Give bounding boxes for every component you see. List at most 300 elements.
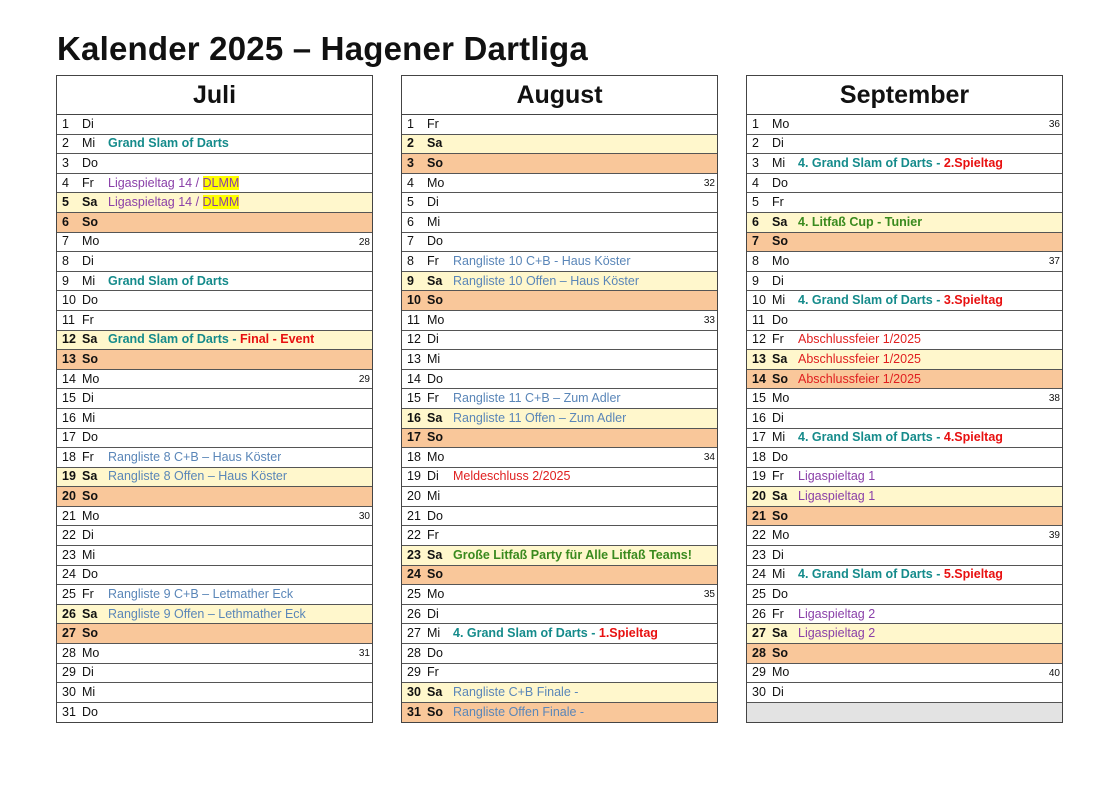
day-row	[747, 272, 1062, 292]
day-number: 3	[62, 155, 69, 170]
day-number: 8	[62, 253, 69, 268]
day-row	[402, 566, 717, 586]
day-row	[402, 389, 717, 409]
weekday: Fr	[772, 469, 784, 484]
weekday: Di	[772, 273, 784, 288]
weekday: Di	[427, 606, 439, 621]
event-segment: Rangliste 9 C+B – Letmather Eck	[108, 587, 294, 602]
day-row	[57, 683, 372, 703]
day-number: 16	[752, 410, 766, 425]
event-text	[798, 330, 921, 349]
event-text	[108, 467, 287, 486]
day-row	[57, 526, 372, 546]
day-row	[747, 448, 1062, 468]
weekday: Mo	[427, 587, 445, 602]
day-list	[747, 115, 1062, 722]
event-segment: Rangliste 8 Offen – Haus Köster	[108, 469, 288, 484]
day-row	[57, 624, 372, 644]
month-column-juli	[56, 75, 373, 723]
weekday: Di	[427, 195, 439, 210]
event-text	[798, 428, 1003, 447]
day-row	[747, 664, 1062, 684]
weekday: Di	[772, 685, 784, 700]
day-number: 11	[407, 312, 420, 327]
day-row	[57, 664, 372, 684]
event-segment: 2.Spieltag	[943, 155, 1003, 170]
day-number: 20	[407, 489, 421, 504]
day-row	[747, 409, 1062, 429]
day-row	[747, 174, 1062, 194]
day-number: 26	[752, 606, 766, 621]
page-title: Kalender 2025 – Hagener Dartliga	[57, 30, 588, 67]
day-row	[57, 154, 372, 174]
week-number: 38	[1048, 393, 1060, 405]
day-row	[402, 154, 717, 174]
day-number: 21	[752, 508, 766, 523]
event-segment: Rangliste 11 C+B – Zum Adler	[453, 391, 621, 406]
day-number: 29	[752, 665, 766, 680]
day-row	[747, 370, 1062, 390]
weekday: Mi	[427, 214, 441, 229]
week-number: 29	[358, 373, 370, 385]
day-number: 13	[62, 351, 76, 366]
month-header: September	[747, 76, 1062, 115]
day-row	[747, 213, 1062, 233]
weekday: Do	[427, 234, 443, 249]
day-row	[747, 546, 1062, 566]
weekday: Sa	[427, 685, 443, 700]
day-row	[402, 468, 717, 488]
weekday: So	[772, 508, 788, 523]
event-text	[108, 330, 314, 349]
weekday: Sa	[427, 273, 443, 288]
weekday: Mi	[772, 155, 786, 170]
day-row	[747, 135, 1062, 155]
weekday: Mi	[82, 273, 96, 288]
weekday: Do	[772, 175, 788, 190]
day-number: 31	[62, 705, 76, 720]
day-row	[402, 664, 717, 684]
day-row	[57, 703, 372, 723]
day-number: 2	[752, 136, 759, 151]
weekday: So	[82, 489, 98, 504]
weekday: Mo	[772, 665, 790, 680]
day-number: 7	[62, 234, 69, 249]
day-row	[57, 233, 372, 253]
day-number: 10	[752, 293, 766, 308]
event-segment: Große Litfaß Party für Alle Litfaß Teams!	[453, 547, 692, 562]
weekday: Fr	[82, 312, 94, 327]
weekday: Di	[82, 253, 94, 268]
weekday: Mi	[772, 293, 786, 308]
weekday: Fr	[427, 391, 439, 406]
day-number: 10	[62, 293, 76, 308]
day-number: 5	[407, 195, 414, 210]
weekday: Mo	[772, 253, 790, 268]
day-row	[747, 115, 1062, 135]
event-segment: 4. Litfaß Cup - Tunier	[798, 214, 923, 229]
month-column-august	[401, 75, 718, 723]
weekday: Fr	[772, 606, 784, 621]
day-number: 1	[62, 116, 69, 131]
day-row	[747, 526, 1062, 546]
weekday: Mi	[82, 685, 96, 700]
event-segment: Meldeschluss 2/2025	[453, 469, 571, 484]
event-segment: 4.Spieltag	[943, 430, 1003, 445]
weekday: Mo	[772, 391, 790, 406]
event-text	[453, 703, 584, 722]
weekday: Fr	[772, 332, 784, 347]
day-number: 12	[62, 332, 76, 347]
event-segment: Final - Event	[239, 332, 315, 347]
event-segment: DLMM	[202, 195, 240, 210]
weekday: Mo	[772, 528, 790, 543]
day-number: 11	[62, 312, 75, 327]
day-number: 16	[407, 410, 421, 425]
weekday: Mi	[427, 351, 441, 366]
day-row	[402, 526, 717, 546]
event-segment: Rangliste 9 Offen – Lethmather Eck	[108, 606, 306, 621]
day-number: 26	[62, 606, 76, 621]
day-row	[402, 546, 717, 566]
event-text	[798, 605, 875, 624]
day-number: 18	[62, 449, 76, 464]
weekday: So	[427, 705, 443, 720]
day-row	[402, 703, 717, 723]
event-segment: Rangliste Offen Finale -	[453, 705, 585, 720]
weekday: Fr	[82, 175, 94, 190]
day-row	[747, 468, 1062, 488]
weekday: Fr	[427, 116, 439, 131]
event-segment: Abschlussfeier 1/2025	[798, 351, 921, 366]
day-row	[402, 213, 717, 233]
day-number: 23	[752, 547, 766, 562]
weekday: Mi	[82, 410, 96, 425]
day-number: 3	[407, 155, 414, 170]
day-row	[747, 624, 1062, 644]
day-row	[57, 566, 372, 586]
day-row	[57, 272, 372, 292]
weekday: Mo	[82, 508, 100, 523]
day-row	[57, 585, 372, 605]
day-row	[402, 115, 717, 135]
weekday: So	[772, 371, 788, 386]
day-row	[402, 272, 717, 292]
week-number: 31	[358, 648, 370, 660]
event-segment: Abschlussfeier 1/2025	[798, 332, 921, 347]
weekday: Do	[82, 705, 98, 720]
day-number: 29	[62, 665, 76, 680]
day-row	[402, 193, 717, 213]
day-row	[747, 507, 1062, 527]
weekday: Di	[427, 332, 439, 347]
day-row	[57, 193, 372, 213]
day-row	[57, 429, 372, 449]
weekday: Do	[427, 371, 443, 386]
day-row	[747, 644, 1062, 664]
weekday: So	[82, 214, 98, 229]
weekday: Do	[82, 293, 98, 308]
weekday: Fr	[772, 195, 784, 210]
event-segment: Ligaspieltag 14 /	[108, 195, 203, 210]
day-row	[402, 291, 717, 311]
event-segment: Ligaspieltag 2	[798, 606, 876, 621]
day-number: 7	[407, 234, 414, 249]
weekday: Fr	[427, 665, 439, 680]
weekday: Sa	[772, 351, 788, 366]
day-row	[402, 174, 717, 194]
day-row	[402, 409, 717, 429]
weekday: Sa	[772, 626, 788, 641]
weekday: Di	[772, 410, 784, 425]
day-number: 29	[407, 665, 421, 680]
event-segment: Grand Slam of Darts	[108, 273, 229, 288]
day-row	[402, 624, 717, 644]
event-segment: Abschlussfeier 1/2025	[798, 371, 921, 386]
day-number: 12	[407, 332, 421, 347]
weekday: Mo	[427, 312, 445, 327]
day-number: 25	[407, 587, 421, 602]
event-segment: 3.Spieltag	[943, 293, 1003, 308]
event-text	[108, 193, 239, 212]
day-row	[57, 350, 372, 370]
event-text	[798, 467, 875, 486]
event-text	[108, 605, 306, 624]
weekday: Sa	[82, 469, 98, 484]
event-text	[798, 565, 1003, 584]
day-row	[57, 370, 372, 390]
weekday: Mi	[82, 136, 96, 151]
day-row	[402, 350, 717, 370]
weekday: Do	[772, 312, 788, 327]
event-text	[453, 683, 578, 702]
day-row	[402, 585, 717, 605]
day-row	[402, 252, 717, 272]
day-row	[57, 311, 372, 331]
day-number: 26	[407, 606, 421, 621]
day-number: 9	[62, 273, 69, 288]
day-row	[402, 448, 717, 468]
event-segment: Ligaspieltag 2	[798, 626, 876, 641]
month-column-september	[746, 75, 1063, 723]
day-number: 6	[62, 214, 69, 229]
day-number: 3	[752, 155, 759, 170]
day-number: 21	[407, 508, 421, 523]
weekday: Di	[82, 665, 94, 680]
weekday: Do	[82, 567, 98, 582]
event-text	[453, 272, 639, 291]
day-number: 20	[752, 489, 766, 504]
day-number: 9	[752, 273, 759, 288]
day-row	[57, 605, 372, 625]
day-number: 24	[407, 567, 421, 582]
event-text	[798, 213, 922, 232]
weekday: Mo	[772, 116, 790, 131]
day-row	[747, 331, 1062, 351]
day-number: 8	[752, 253, 759, 268]
day-row	[57, 546, 372, 566]
event-text	[453, 389, 621, 408]
weekday: Do	[82, 430, 98, 445]
day-number: 12	[752, 332, 766, 347]
day-number: 24	[752, 567, 766, 582]
event-segment: 4. Grand Slam of Darts -	[798, 430, 944, 445]
day-number: 22	[407, 528, 421, 543]
day-row	[57, 389, 372, 409]
day-row	[747, 193, 1062, 213]
day-number: 27	[62, 626, 76, 641]
day-number: 30	[407, 685, 421, 700]
event-text	[453, 624, 658, 643]
event-text	[108, 174, 239, 193]
weekday: Di	[82, 391, 94, 406]
day-number: 17	[752, 430, 766, 445]
day-number: 25	[62, 587, 76, 602]
weekday: Do	[772, 587, 788, 602]
weekday: So	[427, 293, 443, 308]
event-text	[798, 154, 1003, 173]
day-number: 25	[752, 587, 766, 602]
weekday: Sa	[427, 136, 443, 151]
weekday: Sa	[82, 195, 98, 210]
day-row	[402, 233, 717, 253]
weekday: So	[427, 430, 443, 445]
day-number: 17	[62, 430, 76, 445]
day-row	[402, 311, 717, 331]
event-segment: DLMM	[202, 175, 240, 190]
day-number: 31	[407, 705, 421, 720]
day-row	[57, 448, 372, 468]
day-row	[747, 389, 1062, 409]
day-row	[747, 350, 1062, 370]
day-number: 28	[752, 645, 766, 660]
week-number: 33	[703, 314, 715, 326]
week-number: 36	[1048, 119, 1060, 130]
day-number: 19	[752, 469, 766, 484]
event-segment: Ligaspieltag 1	[798, 469, 876, 484]
day-number: 13	[752, 351, 766, 366]
day-number: 6	[407, 214, 414, 229]
weekday: Mo	[82, 234, 100, 249]
event-text	[108, 272, 229, 291]
day-row	[57, 644, 372, 664]
day-number: 18	[752, 449, 766, 464]
day-number: 30	[752, 685, 766, 700]
event-segment: Rangliste 10 C+B - Haus Köster	[453, 253, 631, 268]
weekday: So	[772, 234, 788, 249]
weekday: Sa	[772, 214, 788, 229]
weekday: Sa	[82, 332, 98, 347]
day-row	[747, 233, 1062, 253]
week-number: 34	[703, 452, 715, 464]
week-number: 35	[703, 589, 715, 601]
weekday: Sa	[772, 489, 788, 504]
weekday: Mo	[427, 175, 445, 190]
week-number: 32	[703, 177, 715, 189]
day-row	[402, 605, 717, 625]
weekday: So	[427, 155, 443, 170]
day-number: 17	[407, 430, 421, 445]
day-number: 2	[407, 136, 414, 151]
day-number: 2	[62, 136, 69, 151]
week-number: 30	[358, 510, 370, 522]
weekday: Fr	[427, 253, 439, 268]
day-number: 8	[407, 253, 414, 268]
day-row	[57, 135, 372, 155]
day-row	[747, 311, 1062, 331]
day-row	[402, 370, 717, 390]
event-segment: 4. Grand Slam of Darts -	[798, 293, 944, 308]
day-row	[402, 487, 717, 507]
day-list	[402, 115, 717, 722]
day-number: 18	[407, 449, 421, 464]
weekday: Do	[427, 508, 443, 523]
weekday: Mi	[772, 430, 786, 445]
weekday: Di	[82, 116, 94, 131]
day-row	[747, 487, 1062, 507]
day-number: 1	[752, 116, 759, 131]
day-number: 5	[62, 195, 69, 210]
event-text	[798, 487, 875, 506]
event-text	[108, 134, 229, 153]
day-row	[57, 291, 372, 311]
day-row	[747, 429, 1062, 449]
event-segment: Ligaspieltag 14 /	[108, 175, 203, 190]
weekday: Do	[427, 645, 443, 660]
day-row	[57, 409, 372, 429]
day-row	[57, 468, 372, 488]
weekday: Sa	[427, 410, 443, 425]
event-segment: Grand Slam of Darts -	[108, 332, 240, 347]
day-number: 16	[62, 410, 76, 425]
event-segment: Ligaspieltag 1	[798, 489, 876, 504]
day-row	[747, 605, 1062, 625]
weekday: Sa	[82, 606, 98, 621]
event-segment: 4. Grand Slam of Darts -	[453, 626, 599, 641]
day-number: 27	[752, 626, 766, 641]
event-text	[453, 409, 626, 428]
day-number: 7	[752, 234, 759, 249]
day-number: 1	[407, 116, 414, 131]
day-row	[747, 703, 1062, 723]
day-row	[57, 213, 372, 233]
event-text	[798, 624, 875, 643]
weekday: Mi	[427, 489, 441, 504]
day-row	[747, 683, 1062, 703]
event-segment: Rangliste 11 Offen – Zum Adler	[453, 410, 627, 425]
event-segment: Rangliste 8 C+B – Haus Köster	[108, 449, 282, 464]
day-number: 27	[407, 626, 421, 641]
week-number: 37	[1048, 256, 1060, 268]
day-number: 4	[407, 175, 414, 190]
day-number: 20	[62, 489, 76, 504]
day-number: 10	[407, 293, 421, 308]
weekday: Mi	[427, 626, 441, 641]
event-text	[108, 585, 293, 604]
weekday: Mo	[82, 645, 100, 660]
day-row	[402, 331, 717, 351]
day-number: 22	[62, 528, 76, 543]
day-row	[747, 154, 1062, 174]
day-number: 14	[407, 371, 421, 386]
day-number: 24	[62, 567, 76, 582]
day-number: 11	[752, 312, 765, 327]
day-number: 28	[62, 645, 76, 660]
week-number: 40	[1048, 667, 1060, 679]
weekday: Fr	[82, 587, 94, 602]
day-row	[747, 585, 1062, 605]
month-header: Juli	[57, 76, 372, 115]
